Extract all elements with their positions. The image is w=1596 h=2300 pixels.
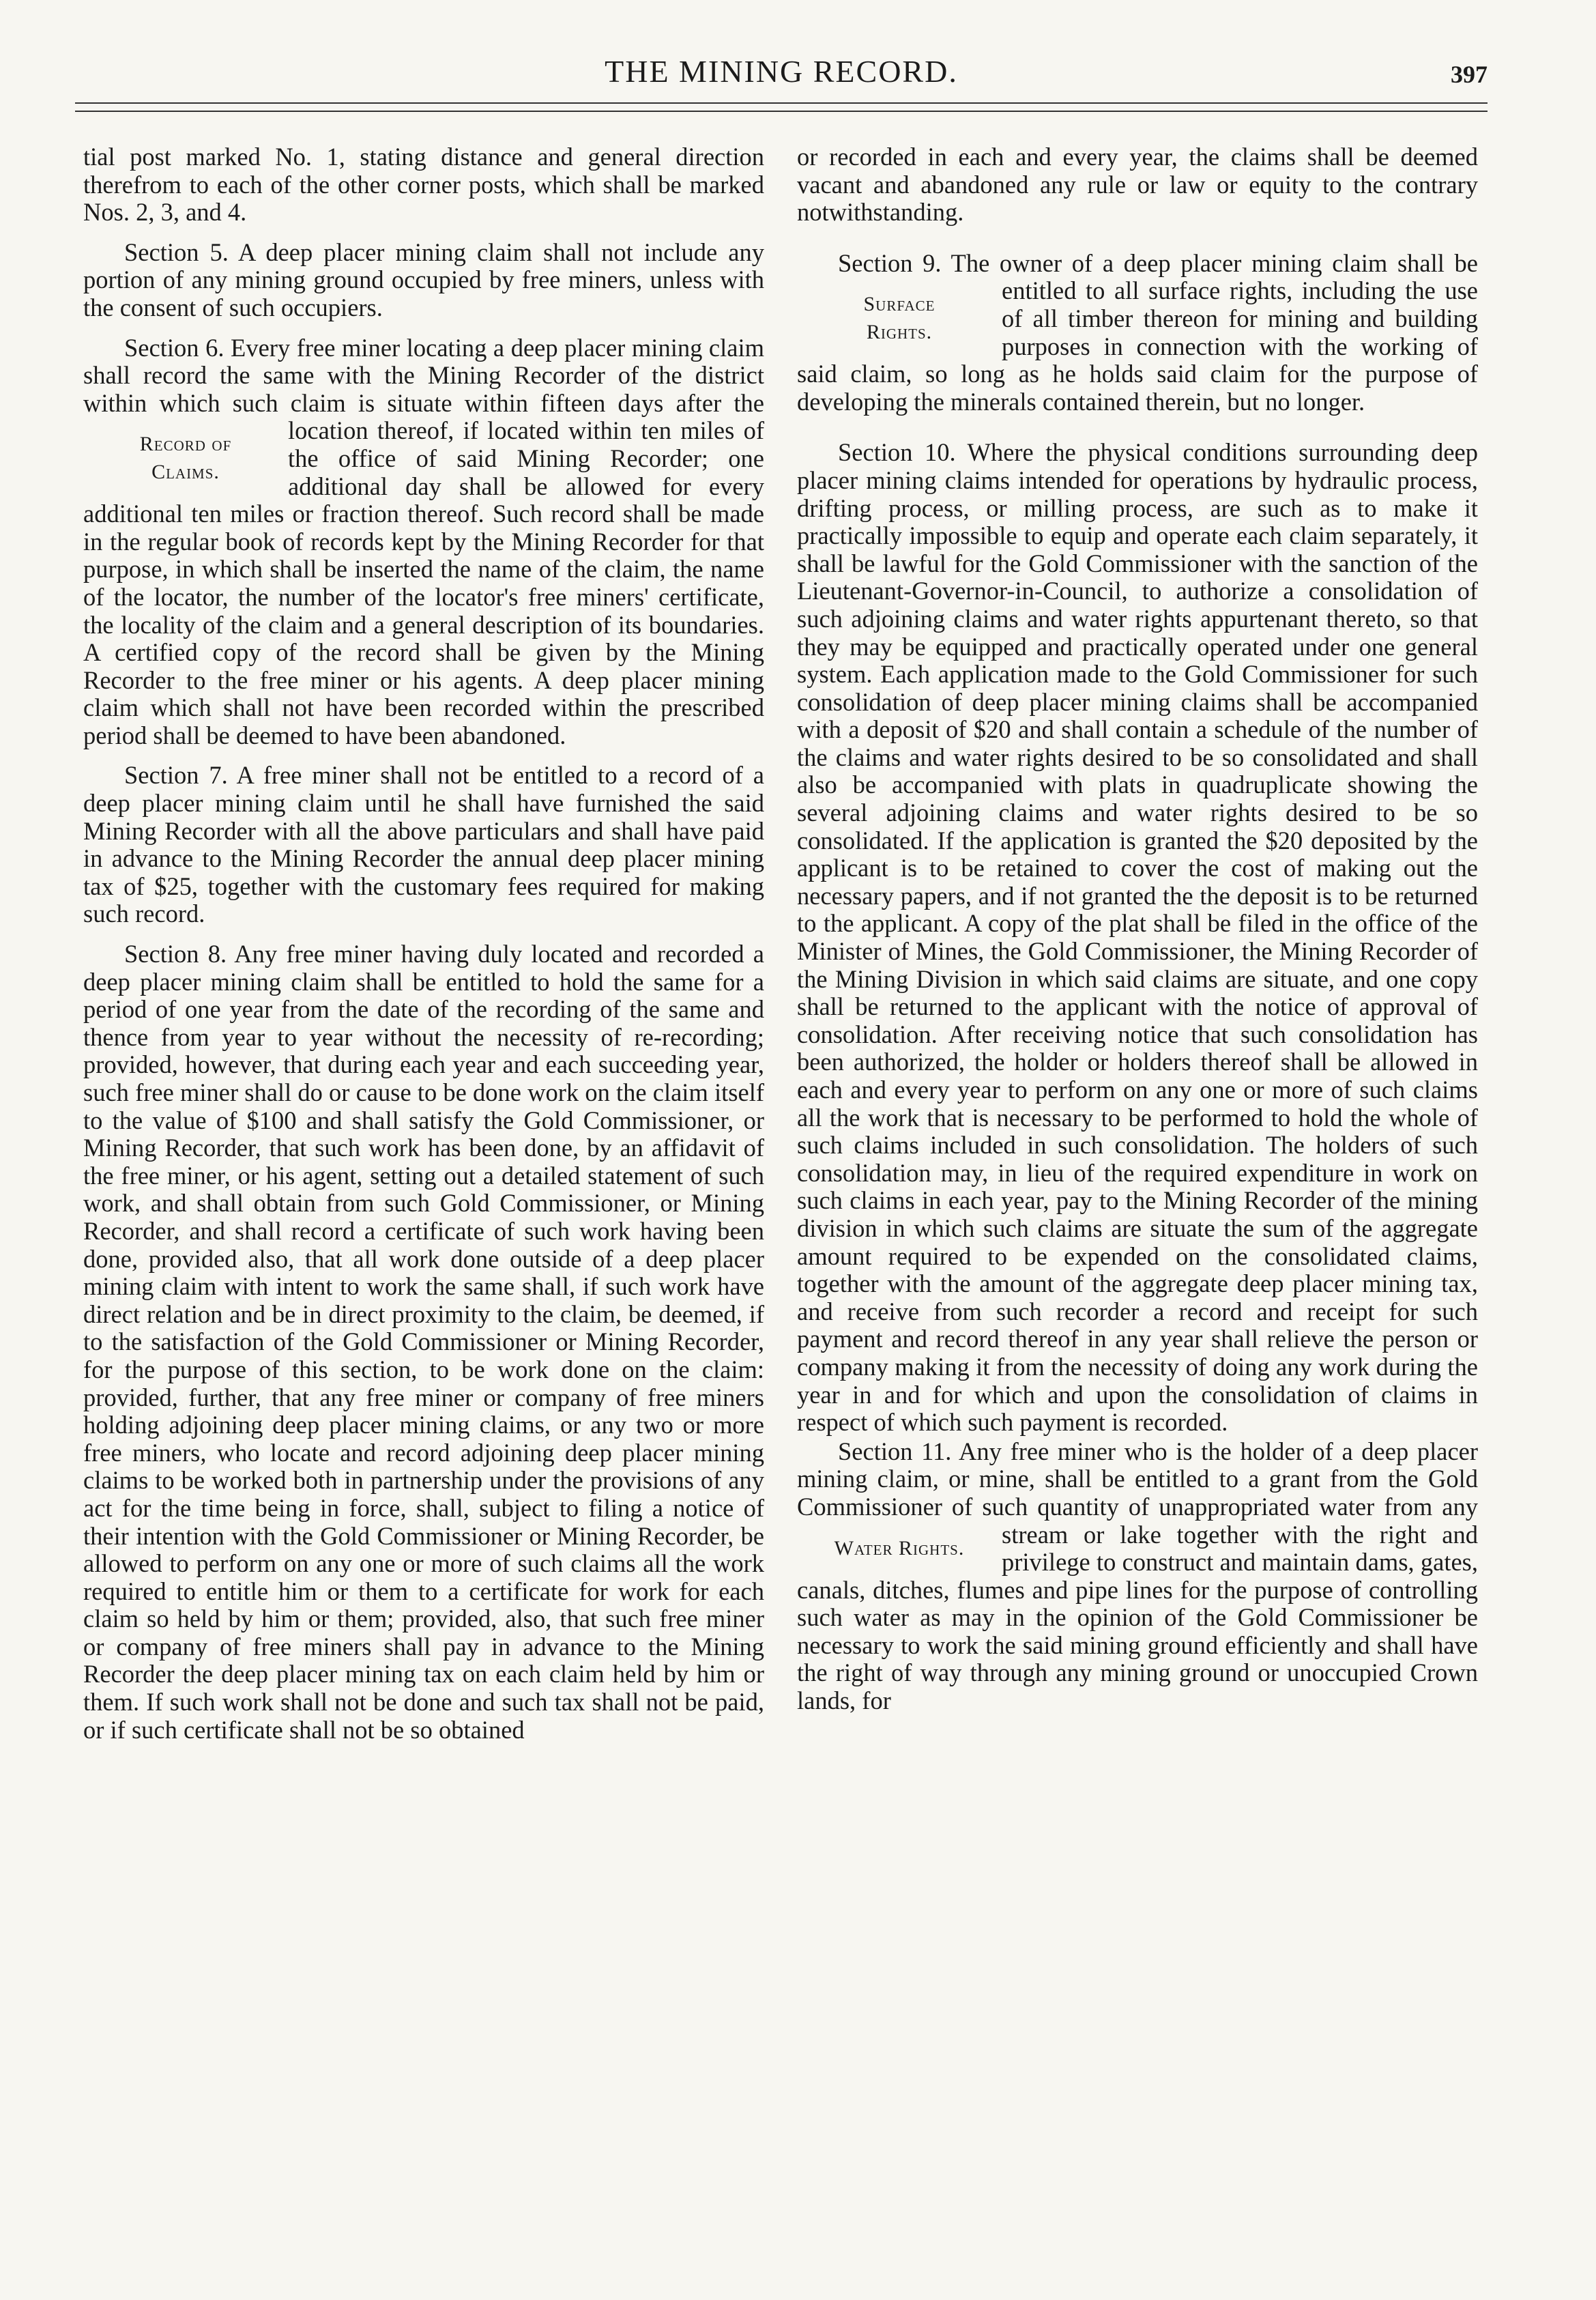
- header-rule-top: [75, 102, 1488, 104]
- sidenote-surface-rights: [797, 277, 1002, 360]
- sidenote-surface-line-2: Rights.: [866, 320, 933, 343]
- paragraph-section-7: Section 7. A free miner shall not be entitled to a record of a deep placer mining claim until he shall have furnished the said Mining Recorder with all the above particulars and shall have paid in advance to the Mining Recorder the annual deep placer mining tax of $25, together with the customary fees required for making such record.: [83, 761, 764, 928]
- running-head: [75, 53, 1488, 115]
- section-6-text-before: Section 6. Every free miner locating a deep placer mining claim shall record the same with the Mining Recorder of the district within which such claim is situate within fifteen days after the location: [83, 333, 764, 445]
- paragraph-continuation: tial post marked No. 1, stating distance and general direction therefrom to each of the other corner posts, which shall be marked Nos. 2, 3, and 4.: [83, 143, 764, 227]
- section-11-text-after: together with the right and privilege to construct and maintain dams, gates, canals, ditches, flumes and pipe lines for the purpose of controlling such water as may in the opinion of the Gold Commissioner be necessary to work the said mining ground efficiently and shall have the right of way through any mining ground or unoccupied Crown lands, for: [797, 1520, 1478, 1715]
- page-number: 397: [1451, 61, 1488, 88]
- paragraph-section-11: [797, 1438, 1478, 1715]
- sidenote-water-rights: [797, 1521, 1002, 1577]
- sidenote-surface-line-1: Surface: [863, 293, 935, 316]
- sidenote-record-line-1: Record of: [139, 433, 232, 456]
- section-11-text-before: Section 11. Any free miner who is the holder of a deep placer mining claim, or mine, shall be entitled to a grant from the Gold Commissioner of such quantity of unappropriated water from any stream or lake: [797, 1437, 1478, 1549]
- sidenote-record-of-claims: [83, 417, 288, 500]
- journal-title: THE MINING RECORD.: [605, 54, 958, 89]
- right-column: [797, 143, 1478, 1715]
- section-9-text-after: use of all timber thereon for mining and building purposes in connection with the working of said claim, so long as he holds said claim for the purpose of developing the minerals contained therein, but no longer.: [797, 276, 1478, 416]
- section-6-text-after: thereof, if located within ten miles of the office of said Mining Recorder; one additional day shall be allowed for every additional ten miles or fraction thereof. Such record shall be made in the regular book of records kept by the Mining Recorder for that purpose, in which shall be inserted the name of the claim, the name of the locator, the number of the locator's free miners' certificate, the locality of the claim and a general description of its boundaries. A certified copy of the record shall be given by the Mining Recorder to the free miner or his agents. A deep placer mining claim which shall not have been recorded within the prescribed period shall be deemed to have been abandoned.: [83, 416, 765, 749]
- paragraph-continuation-right: or recorded in each and every year, the claims shall be deemed vacant and abandoned any rule or law or equity to the contrary notwithstanding.: [797, 143, 1478, 227]
- section-9-text-before: Section 9. The owner of a deep placer mining claim shall be entitled to all surface rights, including the: [838, 248, 1478, 305]
- paragraph-section-10: Section 10. Where the physical conditions surrounding deep placer mining claims intended for operations by hydraulic process, drifting process, or milling process, are such as to make it practically impossible to equip and operate each claim separately, it shall be lawful for the Gold Commissioner with the sanction of the Lieutenant-Governor-in-Council, to authorize a consolidation of such adjoining claims and water rights appurtenant thereto, so that they may be equipped and practically operated under one general system. Each application made to the Gold Commissioner for such consolidation of deep placer mining claims shall be accompanied with a deposit of $20 and shall contain a schedule of the number of the claims and water rights desired to be so consolidated and shall also be accompanied with plats in quadruplicate showing the several adjoining claims and water rights desired to be so consolidated. If the application is granted the $20 deposited by the applicant is to be retained to cover the cost of making out the necessary papers, and if not granted the the deposit is to be returned to the applicant. A copy of the plat shall be filed in the office of the Minister of Mines, the Gold Commissioner, the Mining Recorder of the Mining Division in which said claims are situate, and one copy shall be returned to the applicant with the notice of approval of consolidation. After receiving notice that such consolidation has been authorized, the holder or holders thereof shall be allowed in each and every year to perform on any one or more of such claims all the work that is necessary to be performed to hold the whole of such claims included in such consolidation. The holders of such consolidation may, in lieu of the required expenditure in work on such claims in each year, pay to the Mining Recorder of the mining division in which such claims are situate the sum of the aggregate amount required to be expended on the consolidated claims, together with the amount of the aggregate deep placer mining tax, and receive from such recorder a record and receipt for such payment and record thereof in any year shall relieve the person or company making it from the necessity of doing any work during the year in and for which and upon the consolidation of claims in respect of which such payment is recorded.: [797, 438, 1478, 1437]
- sidenote-record-line-2: Claims.: [151, 460, 220, 483]
- left-column: [83, 143, 764, 1744]
- paragraph-section-6: [83, 334, 764, 750]
- sidenote-water-label: Water Rights.: [834, 1536, 965, 1559]
- paragraph-section-8: Section 8. Any free miner having duly located and recorded a deep placer mining claim shall be entitled to hold the same for a period of one year from the date of the recording of the same and thence from year to year without the necessity of re-recording; provided, however, that during each year and each succeeding year, such free miner shall do or cause to be done work on the claim itself to the value of $100 and shall satisfy the Gold Commissioner, or Mining Recorder, that such work has been done, by an affidavit of the free miner, or his agent, setting out a detailed statement of such work, and shall obtain from such Gold Commissioner, or Mining Recorder, and shall record a certificate of such work having been done, provided also, that all work done outside of a deep placer mining claim with intent to work the same shall, if such work have direct relation and be in direct proximity to the claim, be deemed, if to the satisfaction of the Gold Commissioner or Mining Recorder, for the purpose of this section, to be work done on the claim: provided, further, that any free miner or company of free miners holding adjoining deep placer mining claims, or any two or more free miners, who locate and record adjoining deep placer mining claims to be worked both in partnership under the provisions of any act for the time being in force, shall, subject to filing a notice of their intention with the Gold Commissioner or Mining Recorder, be allowed to perform on any one or more of such claims all the work required to entitle him or them to a certificate for work for each claim so held by him or them; provided, also, that such free miner or company of free miners shall pay in advance to the Mining Recorder the deep placer mining tax on each claim held by him or them. If such work shall not be done and such tax shall not be paid, or if such certificate shall not be so obtained: [83, 940, 764, 1744]
- paragraph-section-9: [797, 250, 1478, 416]
- header-rule-bottom: [75, 111, 1488, 112]
- paragraph-section-5: Section 5. A deep placer mining claim shall not include any portion of any mining ground occupied by free miners, unless with the consent of such occupiers.: [83, 238, 764, 321]
